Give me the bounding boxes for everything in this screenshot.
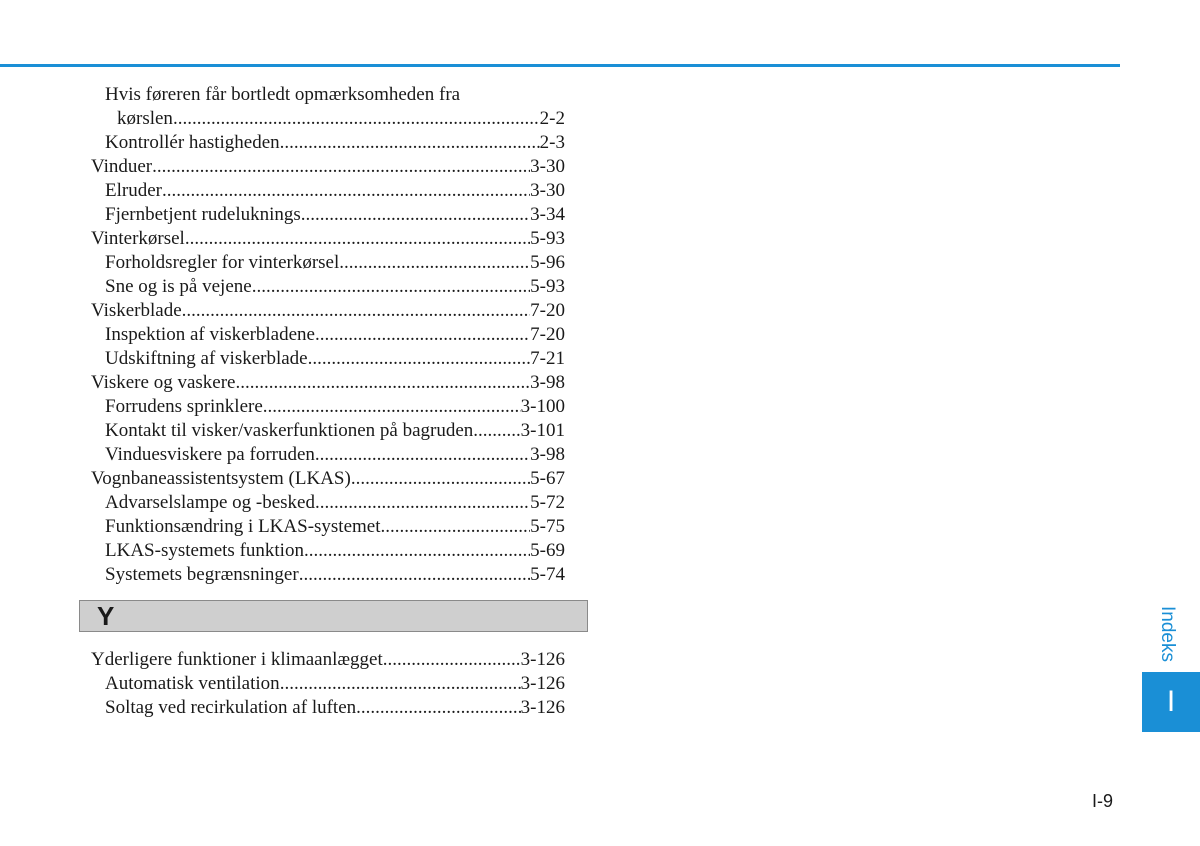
index-entry-page: 2-3 bbox=[539, 132, 565, 153]
index-entry-page: 5-72 bbox=[530, 492, 565, 513]
leader-dots bbox=[383, 648, 521, 672]
index-entry-page: 5-93 bbox=[530, 228, 565, 249]
index-entry-page: 3-126 bbox=[520, 649, 565, 670]
index-entry bbox=[91, 275, 565, 299]
index-entry-text: Vognbaneassistentsystem (LKAS) bbox=[91, 468, 351, 489]
side-tab-letter: I bbox=[1142, 672, 1200, 732]
index-entry-page: 2-2 bbox=[539, 108, 565, 129]
leader-dots bbox=[152, 155, 530, 179]
leader-dots bbox=[308, 347, 531, 371]
index-entry bbox=[91, 131, 565, 155]
index-entry-text: Advarselslampe og -besked bbox=[105, 492, 315, 513]
leader-dots bbox=[182, 299, 531, 323]
index-entry bbox=[91, 203, 565, 227]
index-entry-page: 3-30 bbox=[530, 156, 565, 177]
leader-dots bbox=[339, 251, 530, 275]
leader-dots bbox=[162, 179, 530, 203]
index-entry-page: 5-93 bbox=[530, 276, 565, 297]
page-number: I-9 bbox=[1092, 791, 1114, 811]
leader-dots bbox=[315, 491, 530, 515]
index-entry-text: Soltag ved recirkulation af luften bbox=[105, 697, 357, 718]
index-entry-text: Yderligere funktioner i klimaanlægget bbox=[91, 649, 383, 670]
index-entry bbox=[91, 696, 565, 720]
index-entry bbox=[91, 227, 565, 251]
leader-dots bbox=[381, 515, 531, 539]
index-entry bbox=[91, 467, 565, 491]
index-entry bbox=[91, 539, 565, 563]
index-entry-page: 5-67 bbox=[530, 468, 565, 489]
index-entry-page: 3-100 bbox=[520, 396, 565, 417]
index-entry-page: 5-69 bbox=[530, 540, 565, 561]
leader-dots bbox=[304, 539, 530, 563]
index-entry-text: Hvis føreren får bortledt opmærksomheden fra bbox=[105, 84, 461, 105]
index-entry-page: 3-34 bbox=[530, 204, 565, 225]
index-entry-text: Viskere og vaskere bbox=[91, 372, 236, 393]
index-entry-page: 3-98 bbox=[530, 372, 565, 393]
side-tab-label: Indeks bbox=[1157, 606, 1178, 662]
leader-dots bbox=[235, 371, 530, 395]
index-entry-text: Vinduer bbox=[91, 156, 153, 177]
index-entry bbox=[91, 347, 565, 371]
index-entry-continuation: kørslen bbox=[117, 108, 173, 129]
index-entry-text: Kontrollér hastigheden bbox=[105, 132, 280, 153]
index-entry bbox=[91, 395, 565, 419]
leader-dots bbox=[280, 131, 540, 155]
index-entry-page: 3-101 bbox=[520, 420, 565, 441]
leader-dots bbox=[173, 107, 540, 131]
index-entry-text: Elruder bbox=[105, 180, 162, 201]
leader-dots bbox=[351, 467, 530, 491]
index-entry-page: 3-30 bbox=[530, 180, 565, 201]
header-rule bbox=[0, 64, 1120, 67]
leader-dots bbox=[315, 443, 530, 467]
index-entry bbox=[91, 299, 565, 323]
index-entry-text: Sne og is på vejene bbox=[105, 276, 252, 297]
index-entry-page: 5-75 bbox=[530, 516, 565, 537]
index-entry-page: 7-21 bbox=[530, 348, 565, 369]
leader-dots bbox=[356, 696, 521, 720]
index-entry-text: LKAS-systemets funktion bbox=[105, 540, 304, 561]
index-entry bbox=[91, 83, 565, 131]
leader-dots bbox=[299, 563, 530, 587]
index-entry-page: 3-126 bbox=[520, 673, 565, 694]
index-entry-text: Inspektion af viskerbladene bbox=[105, 324, 315, 345]
index-entry bbox=[91, 323, 565, 347]
index-entry-page: 7-20 bbox=[530, 324, 565, 345]
index-entry-page: 3-126 bbox=[520, 697, 565, 718]
index-entry-page: 5-74 bbox=[530, 564, 565, 585]
index-list-bottom bbox=[91, 648, 565, 720]
index-entry bbox=[91, 672, 565, 696]
index-entry-text: Forrudens sprinklere bbox=[105, 396, 263, 417]
index-entry-page: 3-98 bbox=[530, 444, 565, 465]
index-entry bbox=[91, 563, 565, 587]
index-entry bbox=[91, 515, 565, 539]
leader-dots bbox=[280, 672, 521, 696]
index-entry bbox=[91, 419, 565, 443]
index-entry bbox=[91, 491, 565, 515]
index-entry-text: Forholdsregler for vinterkørsel bbox=[105, 252, 340, 273]
index-entry-text: Viskerblade bbox=[91, 300, 182, 321]
index-entry-text: Automatisk ventilation bbox=[105, 673, 280, 694]
index-entry bbox=[91, 251, 565, 275]
index-entry-text: Udskiftning af viskerblade bbox=[105, 348, 308, 369]
leader-dots bbox=[473, 419, 520, 443]
section-letter-header: Y bbox=[79, 600, 588, 632]
index-list-top bbox=[91, 83, 565, 587]
leader-dots bbox=[263, 395, 521, 419]
index-entry-page: 5-96 bbox=[530, 252, 565, 273]
index-entry-text: Fjernbetjent rudeluknings bbox=[105, 204, 301, 225]
index-entry bbox=[91, 155, 565, 179]
index-entry-text: Systemets begrænsninger bbox=[105, 564, 299, 585]
leader-dots bbox=[301, 203, 530, 227]
index-entry bbox=[91, 179, 565, 203]
leader-dots bbox=[185, 227, 530, 251]
index-entry-text: Vinterkørsel bbox=[91, 228, 185, 249]
index-entry-text: Funktionsændring i LKAS-systemet bbox=[105, 516, 381, 537]
index-entry-text: Vinduesviskere pa forruden bbox=[105, 444, 315, 465]
index-entry-page: 7-20 bbox=[530, 300, 565, 321]
leader-dots bbox=[252, 275, 530, 299]
index-entry bbox=[91, 648, 565, 672]
index-entry bbox=[91, 371, 565, 395]
leader-dots bbox=[315, 323, 530, 347]
index-entry-text: Kontakt til visker/vaskerfunktionen på bagruden bbox=[105, 420, 474, 441]
index-entry bbox=[91, 443, 565, 467]
